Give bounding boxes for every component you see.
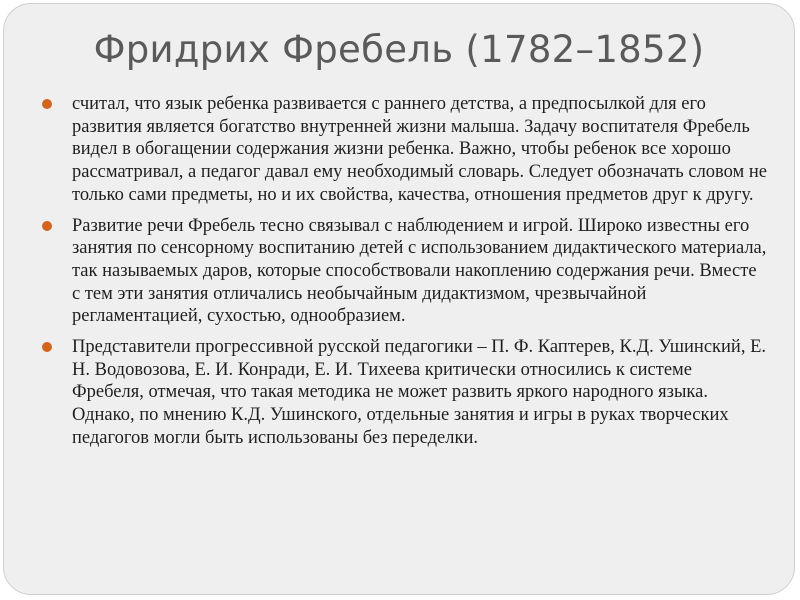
- slide: [3, 3, 795, 595]
- slide-title: Фридрих Фребель (1782–1852): [93, 28, 705, 71]
- bullet-dot-icon: [42, 221, 52, 231]
- bullet-item: [38, 215, 768, 329]
- bullet-text: Представители прогрессивной русской педагогики – П. Ф. Каптерев, К.Д. Ушинский, Е. Н. Водовозова, Е. И. Конради, Е. И. Тихеева критически относились к системе Фребеля, отмечая, что такая методика не может развить яркого народного языка. Однако, по мнению К.Д. Ушинского, отдельные занятия и игры в руках творческих педагогов могли быть использованы без переделки.: [72, 337, 767, 448]
- bullet-text: Развитие речи Фребель тесно связывал с наблюдением и игрой. Широко известны его занятия по сенсорному воспитанию детей с использованием дидактического материала, так называемых даров, которые способствовали накоплению содержания речи. Вместе с тем эти занятия отличались необычайным дидактизмом, чрезвычайной регламентацией, сухостью, однообразием.: [72, 215, 767, 327]
- bullet-dot-icon: [42, 342, 52, 352]
- bullet-item: [38, 93, 768, 207]
- bullet-list: [38, 93, 768, 458]
- bullet-item: [38, 336, 768, 450]
- bullet-text: считал, что язык ребенка развивается с раннего детства, а предпосылкой для его развития является богатство внутренней жизни малыша. Задачу воспитателя Фребель видел в обогащении содержания жизни ребенка. Важно, чтобы ребенок все хорошо рассматривал, а педагог давал ему необходимый словарь. Следует обозначать словом не только сами предметы, но и их свойства, качества, отношения предметов друг к другу.: [72, 94, 767, 205]
- bullet-dot-icon: [42, 99, 52, 109]
